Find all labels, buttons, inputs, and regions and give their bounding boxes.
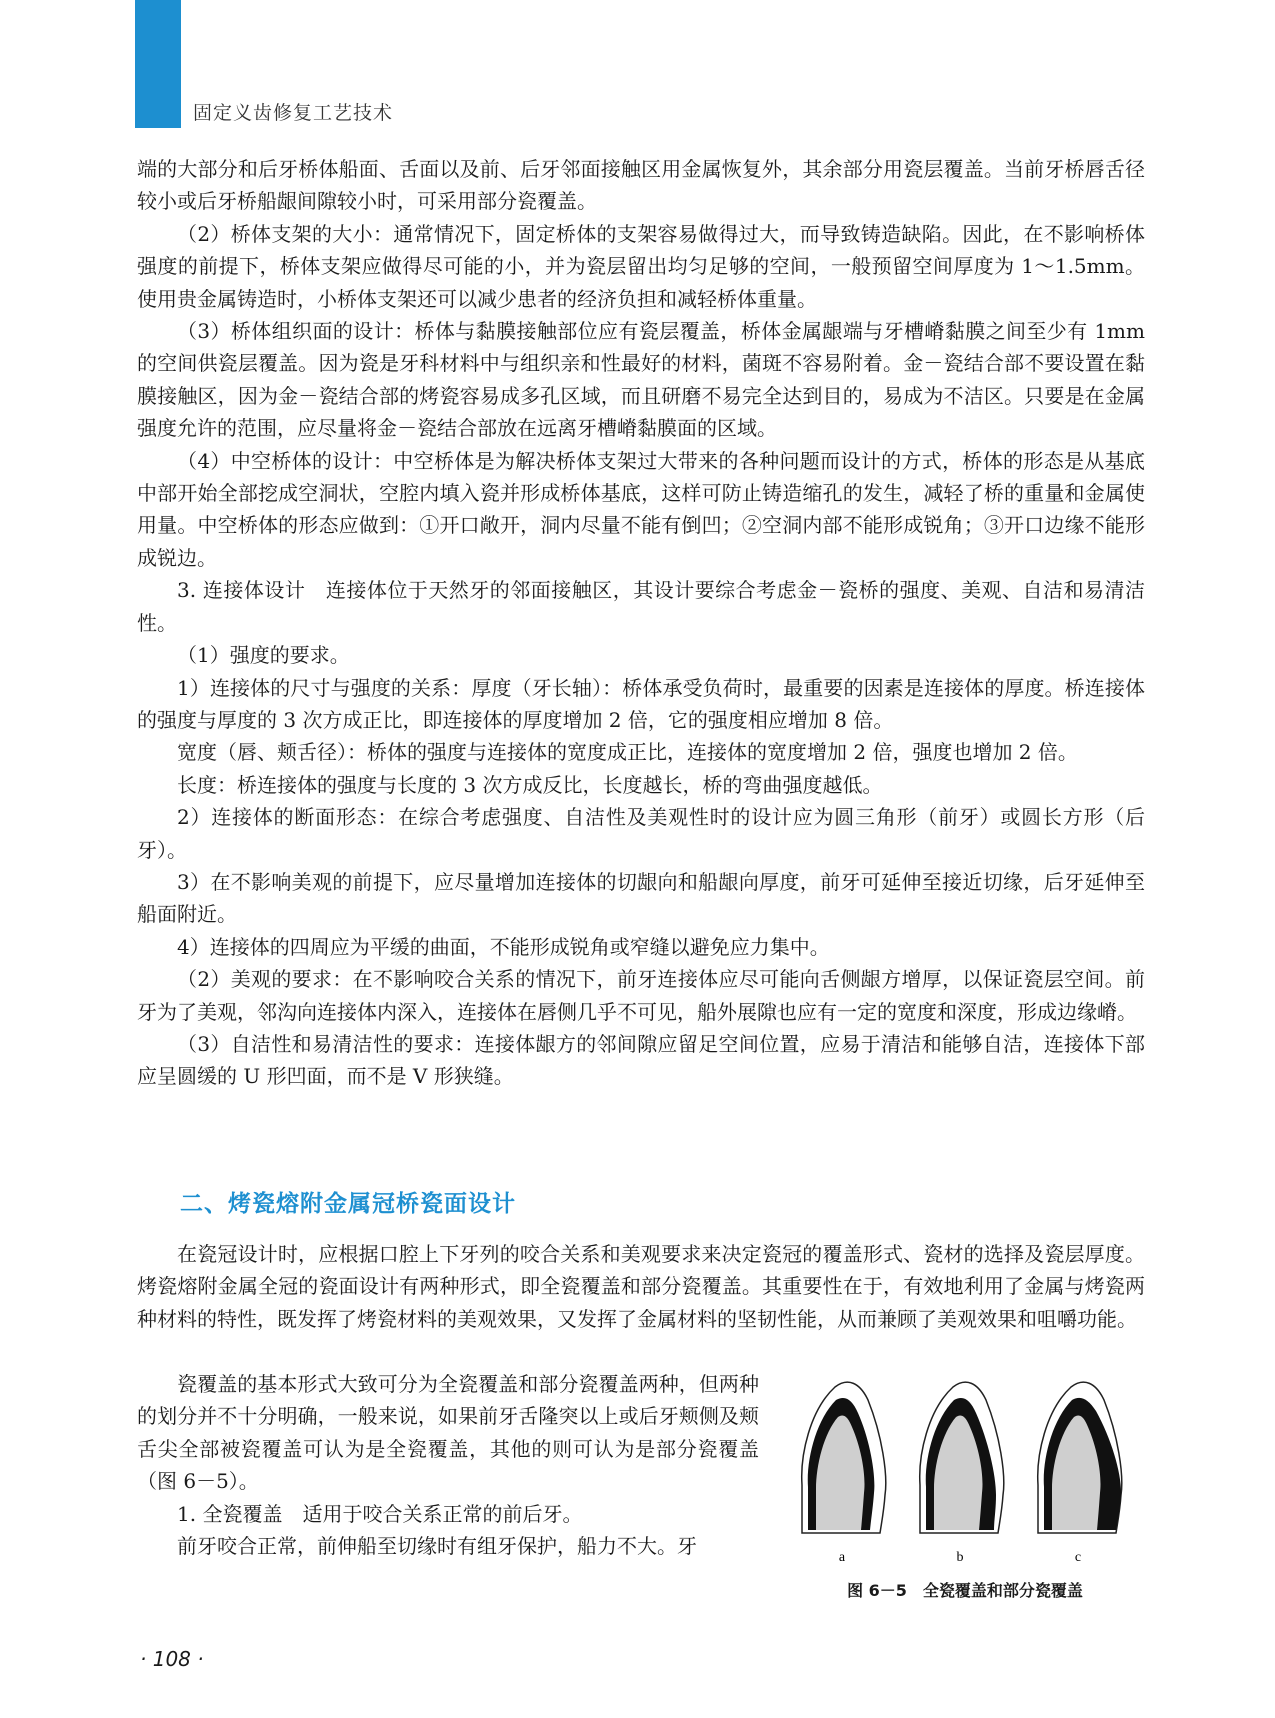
tooth-c [1038,1382,1122,1533]
paragraph: 端的大部分和后牙桥体船面、舌面以及前、后牙邻面接触区用金属恢复外，其余部分用瓷层覆盖。当前牙桥唇舌径较小或后牙桥船龈间隙较小时，可采用部分瓷覆盖。 [137,157,1145,214]
paragraph: （4）中空桥体的设计：中空桥体是为解决桥体支架过大带来的各种问题而设计的方式，桥体的形态是从基底中部开始全部挖成空洞状，空腔内填入瓷并形成桥体基底，这样可防止铸造缩孔的发生，减轻了桥的重量和金属使用量。中空桥体的形态应做到：①开口敞开，洞内尽量不能有倒凹；②空洞内部不能形成锐角；③开口边缘不能形成锐边。 [137,448,1145,570]
paragraph: 瓷覆盖的基本形式大致可分为全瓷覆盖和部分瓷覆盖两种，但两种的划分并不十分明确，一般来说，如果前牙舌隆突以上或后牙颊侧及颊舌尖全部被瓷覆盖可认为是全瓷覆盖，其他的则可认为是部分瓷覆盖（图 6－5）。 [137,1372,759,1494]
paragraph: （3）桥体组织面的设计：桥体与黏膜接触部位应有瓷层覆盖，桥体金属龈端与牙槽嵴黏膜之间至少有 1mm 的空间供瓷层覆盖。因为瓷是牙科材料中与组织亲和性最好的材料，菌斑不容易附着。金－瓷结合部不要设置在黏膜接触区，因为金－瓷结合部的烤瓷容易成多孔区域，而且研磨不易完全达到目的，易成为不洁区。只要是在金属强度允许的范围，应尽量将金－瓷结合部放在远离牙槽嵴黏膜面的区域。 [137,319,1145,441]
label-b: b [956,1550,964,1565]
paragraph: 2）连接体的断面形态：在综合考虑强度、自洁性及美观性时的设计应为圆三角形（前牙）或圆长方形（后牙）。 [137,805,1145,862]
paragraph: 宽度（唇、颊舌径）：桥体的强度与连接体的宽度成正比，连接体的宽度增加 2 倍，强度也增加 2 倍。 [177,740,1078,765]
section-body [137,1238,1145,1335]
paragraph: 长度：桥连接体的强度与长度的 3 次方成反比，长度越长，桥的弯曲强度越低。 [177,772,883,797]
paragraph: 1）连接体的尺寸与强度的关系：厚度（牙长轴）：桥体承受负荷时，最重要的因素是连接体的厚度。桥连接体的强度与厚度的 3 次方成正比，即连接体的厚度增加 2 倍，它的强度相应增加 8 倍。 [137,675,1145,732]
body-text [137,153,1145,1093]
paragraph: 3. 连接体设计 连接体位于天然牙的邻面接触区，其设计要综合考虑金－瓷桥的强度、美观、自洁和易清洁性。 [137,578,1145,635]
paragraph: 前牙咬合正常，前伸船至切缘时有组牙保护，船力不大。牙 [177,1534,697,1559]
section-heading: 二、烤瓷熔附金属冠桥瓷面设计 [180,1191,516,1217]
wrapped-text [137,1368,759,1562]
figure-caption: 图 6－5 全瓷覆盖和部分瓷覆盖 [847,1581,1083,1600]
tooth-diagram [790,1365,1140,1575]
paragraph: （3）自洁性和易清洁性的要求：连接体龈方的邻间隙应留足空间位置，应易于清洁和能够自洁，连接体下部应呈圆缓的 U 形凹面，而不是 V 形狭缝。 [137,1031,1145,1089]
paragraph: 3）在不影响美观的前提下，应尽量增加连接体的切龈向和船龈向厚度，前牙可延伸至接近切缘，后牙延伸至船面附近。 [137,869,1145,927]
paragraph: 1. 全瓷覆盖 适用于咬合关系正常的前后牙。 [177,1501,583,1526]
running-header: 固定义齿修复工艺技术 [193,102,394,124]
paragraph: （2）美观的要求：在不影响咬合关系的情况下，前牙连接体应尽可能向舌侧龈方增厚，以保证瓷层空间。前牙为了美观，邻沟向连接体内深入，连接体在唇侧几乎不可见，船外展隙也应有一定的宽度和深度，形成边缘嵴。 [137,967,1145,1024]
tooth-b [920,1382,1004,1533]
paragraph: （2）桥体支架的大小：通常情况下，固定桥体的支架容易做得过大，而导致铸造缺陷。因此，在不影响桥体强度的前提下，桥体支架应做得尽可能的小，并为瓷层留出均匀足够的空间，一般预留空间厚度为 1～1.5mm。使用贵金属铸造时，小桥体支架还可以减少患者的经济负担和减轻桥体重量。 [137,221,1145,311]
header-color-bar [135,0,181,128]
paragraph: 4）连接体的四周应为平缓的曲面，不能形成锐角或窄缝以避免应力集中。 [177,934,830,959]
label-c: c [1074,1550,1082,1565]
tooth-a [802,1382,886,1533]
paragraph: （1）强度的要求。 [177,643,350,668]
paragraph: 在瓷冠设计时，应根据口腔上下牙列的咬合关系和美观要求来决定瓷冠的覆盖形式、瓷材的选择及瓷层厚度。烤瓷熔附金属全冠的瓷面设计有两种形式，即全瓷覆盖和部分瓷覆盖。其重要性在于，有效地利用了金属与烤瓷两种材料的特性，既发挥了烤瓷材料的美观效果，又发挥了金属材料的坚韧性能，从而兼顾了美观效果和咀嚼功能。 [137,1242,1145,1331]
page-number: · 108 · [140,1647,204,1671]
label-a: a [838,1550,846,1565]
